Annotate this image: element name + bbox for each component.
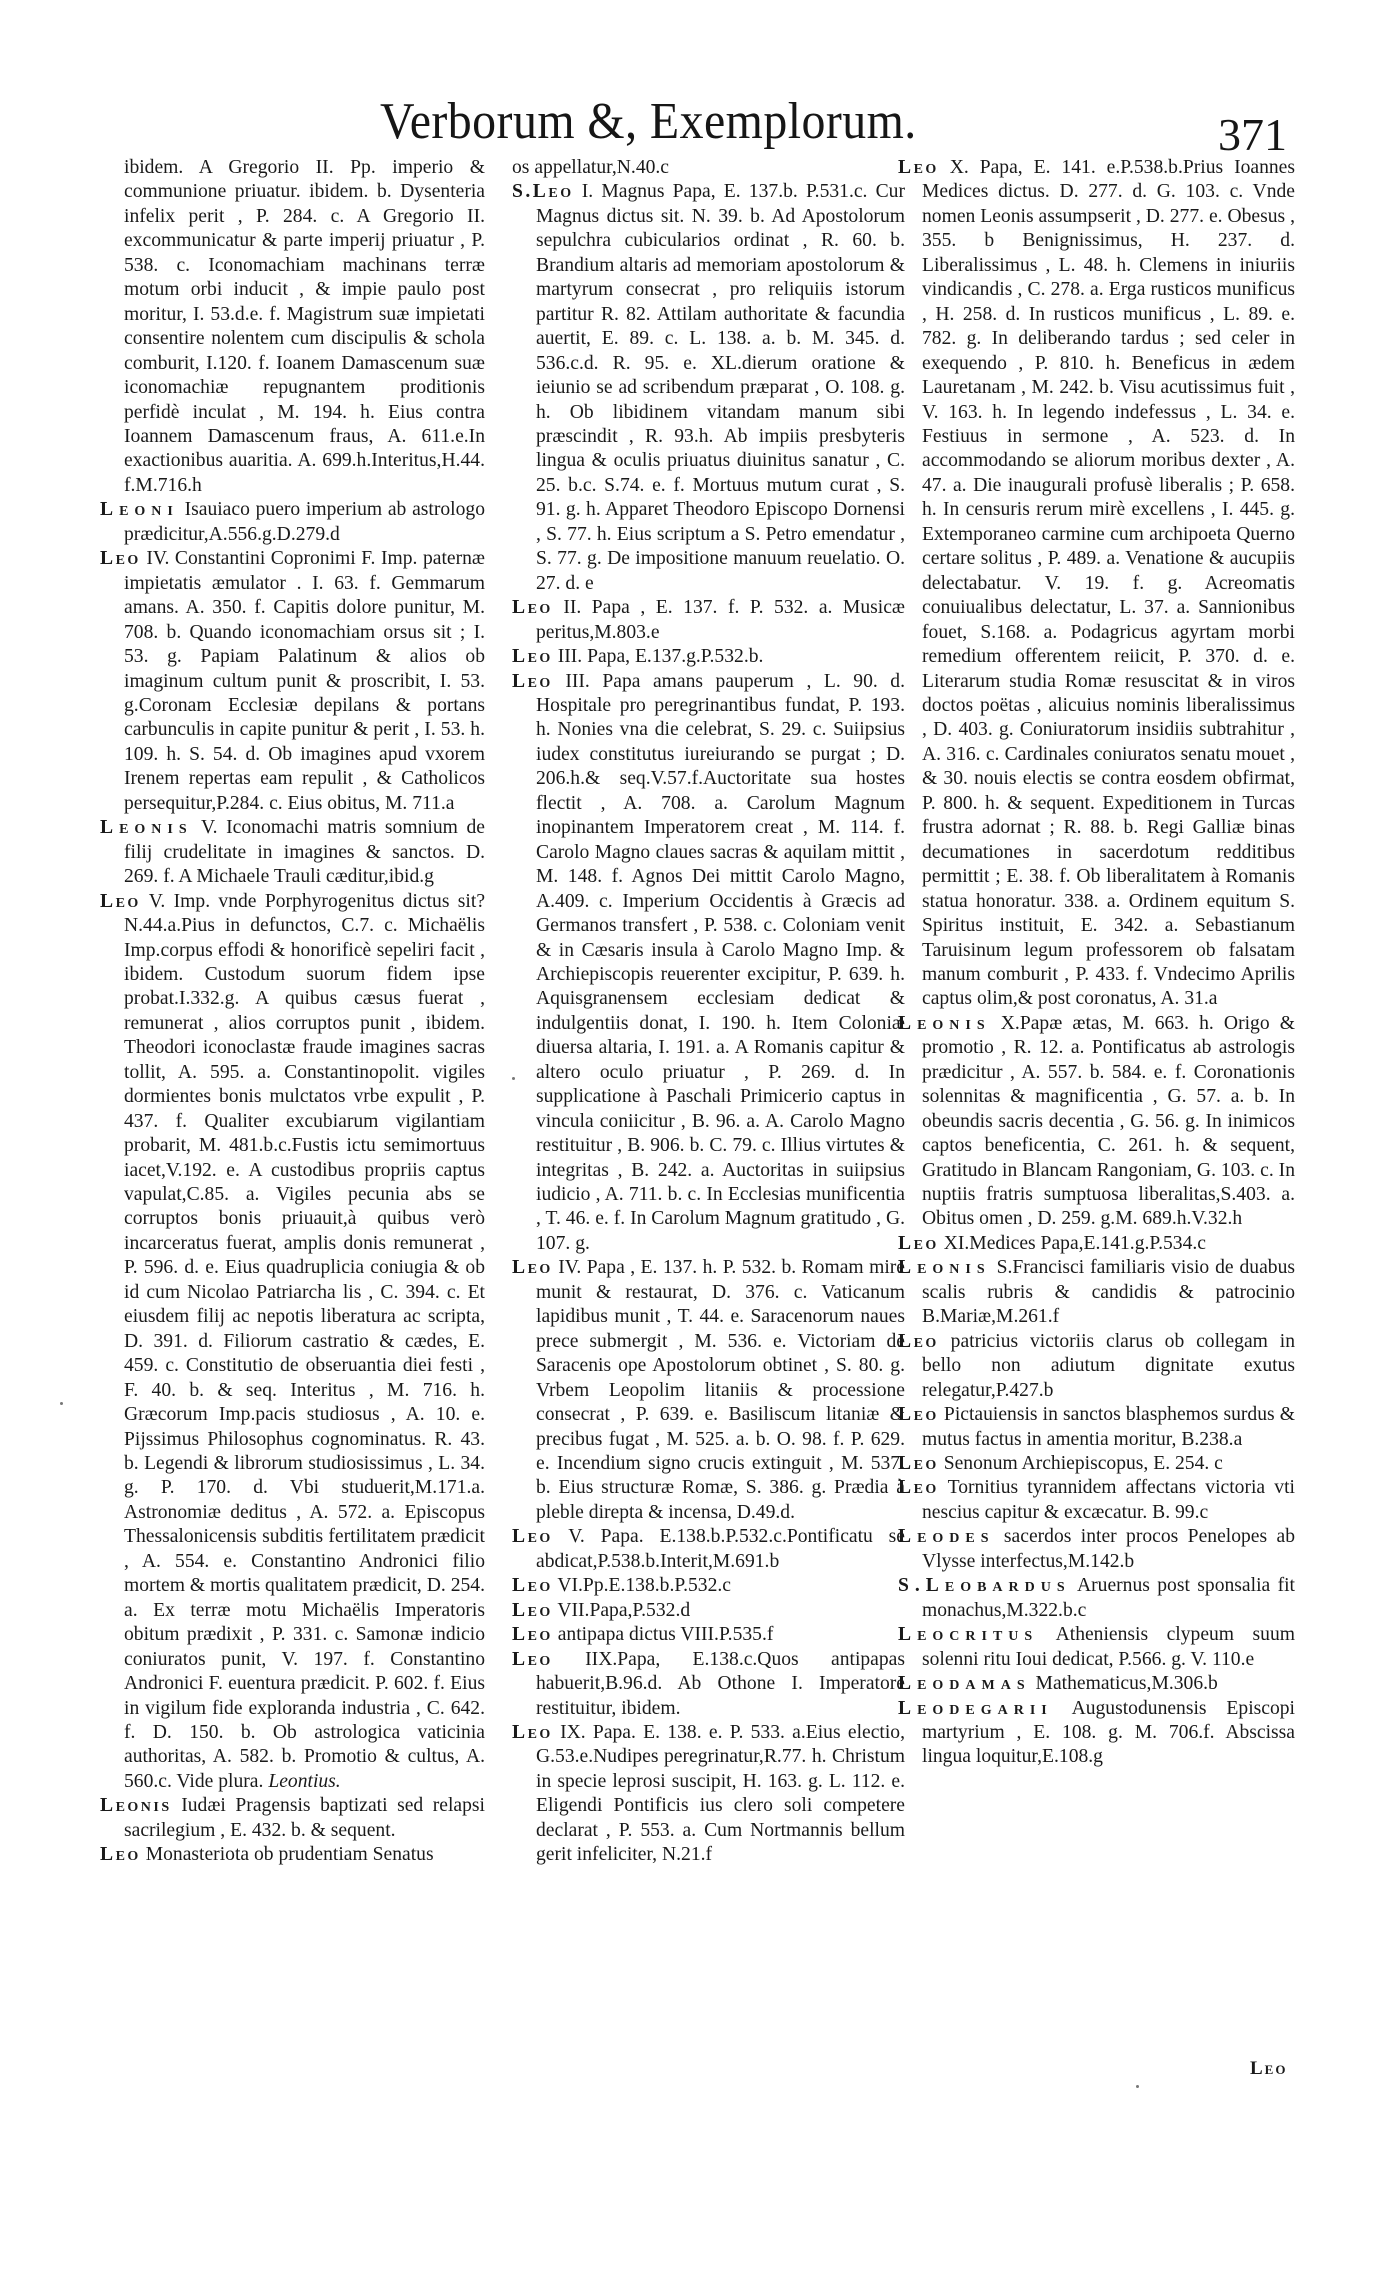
scan-speck — [512, 1077, 515, 1080]
entry-headword: Leo — [898, 1232, 939, 1254]
index-entry — [512, 670, 905, 1257]
entry-headword: Leo — [100, 1844, 141, 1866]
index-entry — [512, 1721, 905, 1868]
entry-headword: Leo — [512, 1722, 553, 1743]
entry-headword: Leo — [898, 1404, 939, 1426]
entry-text: Mathematicus,M.306.b — [1035, 1673, 1218, 1695]
entry-headword: Leo — [898, 1330, 939, 1352]
entry-headword: Leo — [512, 670, 553, 692]
entry-text: S.Francisci familiaris visio de duabus scalis rubris & candidis & patrocinio B.Mariæ,M.261.f — [922, 1257, 1295, 1328]
entry-headword: Leo — [898, 1453, 939, 1475]
entry-headword: Leo — [512, 1599, 553, 1621]
entry-text: ibidem. A Gregorio II. Pp. imperio & communione priuatur. ibidem. b. Dysenteria infelix perit , P. 284. c. A Gregorio II. excommunicatur & parte imperij priuatur , P. 538. c. Iconomachiam machinans terræ motum orbi inducit , & impie paulo post moritur, I. 53.d.e. f. Magistrum suæ impietati consentire nolentem cum discipulis & schola comburit, I.120. f. Ioanem Damascenum suæ iconomachiæ repugnantem proditionis perfidè inculat , M. 194. h. Eius contra Ioannem Damascenum fraus, A. 611.e.In exactionibus auaritia. A. 699.h.Interitus,H.44. f.M.716.h — [124, 157, 485, 496]
entry-headword: Leonis — [898, 1012, 991, 1034]
entry-text: Isauiaco puero imperium ab astrologo prædicitur,A.556.g.D.279.d — [124, 499, 485, 545]
index-entry — [898, 1525, 1295, 1574]
index-column-right — [898, 156, 1295, 1770]
index-entry — [512, 1525, 905, 1574]
entry-text: os appellatur,N.40.c — [512, 157, 670, 178]
index-entry — [898, 1256, 1295, 1329]
index-entry — [898, 1403, 1295, 1452]
index-entry — [898, 1232, 1295, 1256]
entry-text: antipapa dictus VIII.P.535.f — [557, 1624, 774, 1646]
catchword: Leo — [1250, 2058, 1288, 2079]
entry-text: V. Papa. E.138.b.P.532.c.Pontificatu se abdicat,P.538.b.Interit,M.691.b — [536, 1526, 905, 1572]
index-entry — [898, 1672, 1295, 1696]
entry-headword: Leocritus — [898, 1624, 1039, 1646]
index-entry — [898, 1012, 1295, 1232]
index-entry — [512, 1574, 905, 1598]
entry-text: IV. Papa , E. 137. h. P. 532. b. Romam mire munit & restaurat, D. 376. c. Vaticanum lapidibus munit , T. 44. e. Saracenorum naues prece submergit , M. 536. e. Victoriam de Saracenis ope Apostolorum obtinet , S. 80. g. Vrbem Leopolim litaniis & processione consecrat , P. 639. e. Basiliscum litaniæ & precibus fugat , M. 525. a. b. O. 98. f. P. 629. e. Incendium signo crucis extinguit , M. 537. b. Eius structuræ Romæ, S. 386. g. Prædia à pleble direpta & incensa, D.49.d. — [536, 1257, 905, 1523]
index-entry — [100, 156, 485, 498]
entry-headword: Leoni — [100, 499, 179, 521]
index-entry — [898, 1574, 1295, 1623]
entry-text: V. Iconomachi matris somnium de filij crudelitate in imagines & sanctos. D. 269. f. A Michaele Trauli cæditur,ibid.g — [124, 817, 486, 888]
index-entry — [512, 180, 905, 596]
scan-speck — [60, 1402, 63, 1405]
entry-text: Monasteriota ob prudentiam Senatus — [145, 1844, 434, 1866]
entry-text: IV. Constantini Copronimi F. Imp. paternæ impietatis æmulator . I. 63. f. Gemmarum amans. A. 350. f. Capitis dolore punitur, M. 708. b. Quando iconomachiam orsus sit ; I. 53. g. Papiam Palatinum & alios ob imaginum cultum punit & proscribit, I. 53. g.Coronam Ecclesiæ depilans & portans carbunculis in capite punitur & perit , I. 53. h. 109. h. S. 54. d. Ob imagines apud vxorem Irenem repertas eam repulit , & Catholicos persequitur,P.284. c. Eius obitus, M. 711.a — [124, 548, 485, 814]
entry-headword: Leodes — [898, 1526, 995, 1548]
entry-text: VII.Papa,P.532.d — [557, 1599, 691, 1621]
entry-text: Augustodunensis Episcopi martyrium , E. 108. g. M. 706.f. Abscissa lingua loquitur,E.108.g — [922, 1697, 1295, 1768]
entry-headword: Leo — [512, 1257, 553, 1279]
entry-headword: Leonis — [100, 1795, 172, 1817]
index-entry — [100, 816, 485, 889]
entry-headword: Leonis — [898, 1257, 991, 1279]
entry-text: I. Magnus Papa, E. 137.b. P.531.c. Cur Magnus dictus sit. N. 39. b. Ad Apostolorum sepulchra cubicularios ordinat , R. 60. b. Brandium altaris ad memoriam apostolorum & martyrum consecrat , pro reliquiis istorum partitur R. 82. Attilam authoritate & facundia auertit, E. 89. c. L. 138. a. b. M. 345. d. 536.c.d. R. 95. e. XL.dierum oratione & ieiunio se ad scribendum præparat , O. 108. g. h. Ob libidinem vitandam manum sibi præscindit , R. 93.h. Ab impiis presbyteris lingua & oculis priuatus diuinitus sanatur , C. 25. b.c. S.74. e. f. Mortuus mutum curat , S. 91. g. h. Apparet Theodoro Episcopo Dornensi , S. 77. h. Eius scriptum a S. Petro emendatur , S. 77. g. De impositione manuum reuelatio. O. 27. d. e — [536, 181, 906, 594]
entry-text: Iudæi Pragensis baptizati sed relapsi sacrilegium , E. 432. b. & sequent. — [124, 1795, 485, 1841]
entry-text: IIX.Papa, E.138.c.Quos antipapas habuerit,B.96.d. Ab Othone I. Imperatore restituitur, ibidem. — [536, 1648, 905, 1719]
running-header-title: Verborum &, Exemplorum. — [380, 93, 917, 150]
index-entry — [512, 645, 905, 669]
entry-headword: Leo — [512, 1624, 553, 1646]
index-entry — [898, 1623, 1295, 1672]
index-entry — [898, 1452, 1295, 1476]
entry-text: II. Papa , E. 137. f. P. 532. a. Musicæ peritus,M.803.e — [536, 597, 905, 643]
entry-text: Atheniensis clypeum suum solenni ritu Ioui dedicat, P.566. g. V. 110.e — [922, 1624, 1295, 1670]
index-column-middle — [512, 156, 905, 1868]
entry-text: III. Papa, E.137.g.P.532.b. — [557, 646, 764, 668]
cross-reference: Leontius. — [268, 1770, 341, 1792]
entry-text: patricius victoriis clarus ob collegam in bello non adiutum dignitate exutus relegatur,P.427.b — [922, 1330, 1296, 1401]
entry-text: sacerdos inter procos Penelopes ab Vlysse interfectus,M.142.b — [922, 1526, 1295, 1572]
entry-headword: Leo — [512, 1575, 553, 1597]
index-entry — [100, 1794, 485, 1843]
index-entry — [100, 1843, 485, 1867]
index-entry — [100, 547, 485, 816]
index-entry — [512, 596, 905, 645]
entry-headword: S.Leo — [512, 181, 574, 203]
entry-headword: Leo — [512, 597, 553, 619]
entry-text: IX. Papa. E. 138. e. P. 533. a.Eius electio, G.53.e.Nudipes peregrinatur,R.77. h. Christum in specie leprosi suscipit, H. 163. g. L. 112. e. Eligendi Pontificis ius clero soli competere declarat , P. 553. a. Cum Nortmannis bellum gerit infeliciter, N.21.f — [536, 1722, 905, 1866]
entry-headword: Leo — [898, 1477, 939, 1499]
index-entry — [100, 498, 485, 547]
index-entry — [100, 890, 485, 1795]
entry-text: XI.Medices Papa,E.141.g.P.534.c — [943, 1232, 1206, 1254]
index-entry — [898, 1697, 1295, 1770]
entry-headword: Leodamas — [898, 1673, 1031, 1695]
index-entry — [512, 1599, 905, 1623]
index-entry — [512, 1623, 905, 1647]
entry-headword: Leonis — [100, 817, 193, 839]
entry-headword: Leodegarii — [898, 1697, 1053, 1719]
entry-headword: Leo — [100, 890, 141, 912]
entry-headword: Leo — [512, 646, 553, 668]
index-entry — [512, 1256, 905, 1525]
entry-headword: Leo — [898, 157, 939, 178]
entry-headword: Leo — [100, 548, 141, 570]
entry-text: Tornitius tyrannidem affectans victoria vti nescius capitur & excæcatur. B. 99.c — [922, 1477, 1295, 1523]
entry-text: X.Papæ ætas, M. 663. h. Origo & promotio , R. 12. a. Pontificatus ab astrologis prædicitur , A. 557. b. 584. e. f. Coronationis solennitas & magnificentia , G. 57. a. b. In obeundis sacris decentia , G. 56. g. In inimicos captos beneficentia, C. 261. h. & sequent, Gratitudo in Blancam Rangoniam, G. 103. c. In nuptiis fratris sumptuosa liberalitas,S.403. a. Obitus omen , D. 259. g.M. 689.h.V.32.h — [922, 1012, 1295, 1230]
entry-text: Senonum Archiepiscopus, E. 254. c — [943, 1453, 1223, 1475]
entry-headword: S.Leobardus — [898, 1575, 1071, 1597]
entry-text: VI.Pp.E.138.b.P.532.c — [557, 1575, 731, 1597]
index-entry — [898, 1330, 1295, 1403]
index-entry — [898, 1476, 1295, 1525]
entry-text: III. Papa amans pauperum , L. 90. d. Hospitale pro peregrinantibus fundat, P. 193. h. Nonies vna die celebrat, S. 29. c. Suiipsius iudex constitutus iureiurando se purgat ; D. 206.h.& seq.V.57.f.Auctoritate sua hostes flectit , A. 708. a. Carolum Magnum inopinantem Imperatorem creat , M. 114. f. Carolo Magno claues sacras & aquilam mittit , M. 148. f. Agnos Dei mittit Carolo Magno, A.409. c. Imperium Occidentis à Græcis ad Germanos transfert , P. 538. c. Coloniam venit & in Cæsaris insula à Carolo Magno Imp. & Archiepiscopis reuerenter excipitur, P. 639. h. Aquisgranensem ecclesiam dedicat & indulgentiis donat, I. 190. h. Item Coloniæ diuersa altaria, I. 191. a. A Romanis capitur & altero oculo priuatur , P. 269. d. In supplicatione à Paschali Primicerio captus in vincula coniicitur , B. 96. a. A. Carolo Magno restituitur , B. 906. b. C. 79. c. Illius virtutes & integritas , B. 242. a. Auctoritas in suiipsius iudicio , A. 711. b. c. In Ecclesias munificentia , T. 46. e. f. In Carolum Magnum gratitudo , G. 107. g. — [536, 670, 905, 1254]
entry-text: Pictauiensis in sanctos blasphemos surdus & mutus factus in amentia moritur, B.238.a — [922, 1404, 1295, 1450]
entry-headword: Leo — [512, 1526, 553, 1548]
scan-speck — [1136, 2085, 1139, 2088]
page-number: 371 — [1218, 109, 1287, 160]
entry-text: Aruernus post sponsalia fit monachus,M.322.b.c — [922, 1575, 1295, 1621]
entry-text: X. Papa, E. 141. e.P.538.b.Prius Ioannes Medices dictus. D. 277. d. G. 103. c. Vnde nomen Leonis assumpserit , D. 277. e. Obesus , 355. b Benignissimus, H. 237. d. Liberalissimus , L. 48. h. Clemens in iniuriis vindicandis , C. 278. a. Erga rusticos munificus , H. 258. d. In rusticos munificus , L. 89. e. 782. g. In deliberando tardus ; sed celer in exequendo , P. 810. h. Beneficus in ædem Lauretanam , M. 242. b. Visu acutissimus fuit , V. 163. h. In legendo indefessus , L. 34. e. Festiuus in sermone , A. 523. d. In accommodando se aliorum moribus dexter , A. 47. a. Die inaugurali profusè liberalis ; P. 658. h. In censuris rerum mirè excellens , I. 445. g. Extemporaneo carmine cum archipoeta Querno certare solitus , P. 489. a. Venatione & aucupiis delectabatur. V. 19. f. g. Acreomatis conuiualibus delectatur, L. 37. a. Sannionibus fouet, S.168. a. Podagricus agyrtam morbi remedium offerentem reiicit, P. 370. d. e. Literarum studia Romæ resuscitat & in viros doctos poëtas , alicuius nominis liberalissimus , D. 403. g. Coniuratorum insidiis subtrahitur , A. 316. c. Cardinales coniuratos senatu mouet , & 30. nouis electis se contra eosdem obfirmat, P. 800. h. & sequent. Expeditionem in Turcas frustra adornat ; R. 88. b. Regi Galliæ binas decumationes in sacerdotum redditibus permittit ; E. 38. f. Ob liberalitatem à Romanis statua honoratur. 338. a. Ordinem equitum S. Spiritus instituit, E. 342. a. Sebastianum Taruisinum legum professorem ob falsatam manum comburit , P. 433. f. Vndecimo Aprilis captus olim,& post coronatus, A. 31.a — [922, 157, 1295, 1010]
index-column-left — [100, 156, 485, 1868]
index-entry — [898, 156, 1295, 1012]
index-entry — [512, 156, 905, 180]
entry-headword: Leo — [512, 1648, 553, 1670]
entry-text: V. Imp. vnde Porphyrogenitus dictus sit?N.44.a.Pius in defunctos, C.7. c. Michaëlis Imp.corpus effodi & honorificè sepeliri facit , ibidem. Custodum suorum fidem ipse probat.I.332.g. A quibus cæsus fuerat , remunerat , alios corruptos punit , ibidem. Theodori iconoclastæ fraude imagines sacras tollit, A. 595. a. Constantinopolit. vigiles dormientes bonis mulctatos vrbe expulit , P. 437. f. Qualiter excubiarum vigilantiam probarit, M. 481.b.c.Fustis ictu semimortuus iacet,V.192. e. A custodibus propriis captus vapulat,C.85. a. Vigiles pecunia abs se corruptos bonis priuauit,à quibus verò incarceratus fuerat, amplis donis remunerat , P. 596. d. e. Eius quadruplicia coniugia & ob id cum Nicolao Patriarcha lis , C. 394. c. Et eiusdem filij ac nepotis liberatura ac scripta, D. 391. d. Filiorum castratio & cædes, E. 459. c. Constitutio de obseruantia diei festi , F. 40. b. & seq. Interitus , M. 716. h. Græcorum Imp.pacis studiosus , A. 10. e. Pijssimus Philosophus cognominatus. R. 43. b. Legendi & librorum studiosissimus , L. 34. g. P. 170. d. Vbi studuerit,M.171.a. Astronomiæ deditus , A. 572. a. Episcopus Thessalonicensis subditis fertilitatem prædicit , A. 554. e. Constantino Andronici filio mortem & mortis qualitatem prædicit, D. 254. a. Ex terræ motu Michaëlis Imperatoris obitum prædixit , P. 331. c. Samonæ indicio coniuratos punit, V. 197. f. Constantino Andronici F. euentura prædicit. P. 602. f. Eius in vigilum fide exploranda industria , C. 642. f. D. 150. b. Ob astrologica vaticinia authoritas, A. 582. b. Promotio & cultus, A. 560.c. Vide plura. — [124, 890, 486, 1792]
index-entry — [512, 1648, 905, 1721]
